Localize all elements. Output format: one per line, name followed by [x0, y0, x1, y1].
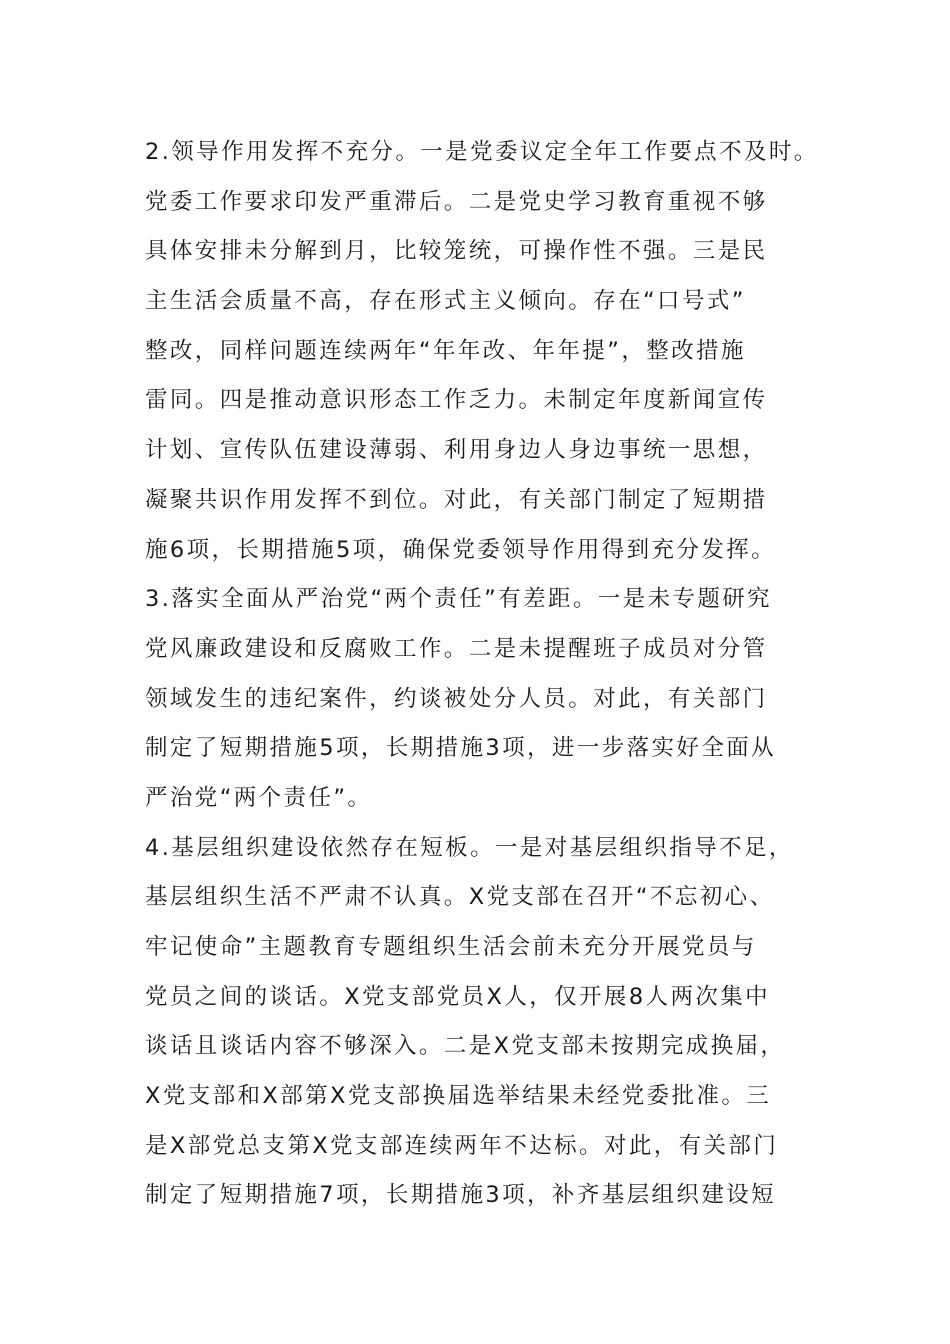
text-line: 基层组织生活不严肃不认真。X党支部在召开“不忘初心、 [145, 884, 775, 911]
text-line: 党风廉政建设和反腐败工作。二是未提醒班子成员对分管 [145, 635, 768, 662]
document-body [145, 128, 819, 1221]
text-line: 施6项，长期措施5项，确保党委领导作用得到充分发挥。 [145, 536, 777, 563]
text-line: 谈话且谈话内容不够深入。二是X党支部未按期完成换届， [145, 1033, 786, 1060]
text-line: 制定了短期措施7项，长期措施3项，补齐基层组织建设短 [145, 1182, 777, 1209]
text-line: 3.落实全面从严治党“两个责任”有差距。一是未专题研究 [145, 586, 773, 613]
text-line: 党员之间的谈话。X党支部党员X人，仅开展8人两次集中 [145, 983, 771, 1010]
text-line: 主生活会质量不高，存在形式主义倾向。存在“口号式” [145, 288, 746, 315]
text-line: 严治党“两个责任”。 [145, 784, 373, 811]
text-line: 制定了短期措施5项，长期措施3项，进一步落实好全面从 [145, 735, 777, 762]
text-line: 具体安排未分解到月，比较笼统，可操作性不强。三是民 [145, 238, 768, 265]
text-line: 计划、宣传队伍建设薄弱、利用身边人身边事统一思想， [145, 437, 768, 464]
text-line: 整改，同样问题连续两年“年年改、年年提”，整改措施 [145, 337, 746, 364]
text-line: 党委工作要求印发严重滞后。二是党史学习教育重视不够 [145, 188, 768, 215]
text-line: 雷同。四是推动意识形态工作乏力。未制定年度新闻宣传 [145, 387, 768, 414]
text-line: 4.基层组织建设依然存在短板。一是对基层组织指导不足， [145, 834, 794, 861]
text-line: 凝聚共识作用发挥不到位。对此，有关部门制定了短期措 [145, 486, 768, 513]
text-line: 领域发生的违纪案件，约谈被处分人员。对此，有关部门 [145, 685, 768, 712]
text-line: 牢记使命”主题教育专题组织生活会前未充分开展党员与 [145, 934, 757, 960]
text-line: X党支部和X部第X党支部换届选举结果未经党委批准。三 [145, 1083, 772, 1110]
text-line: 是X部党总支第X党支部连续两年不达标。对此，有关部门 [145, 1132, 779, 1159]
text-line: 2.领导作用发挥不充分。一是党委议定全年工作要点不及时。 [145, 139, 819, 165]
